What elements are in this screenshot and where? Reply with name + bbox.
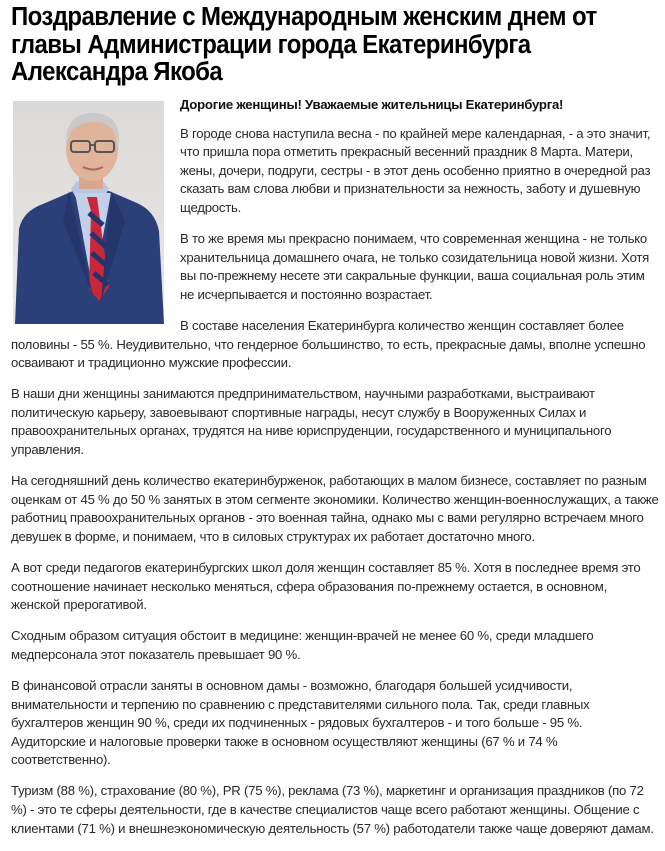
article-body bbox=[11, 96, 659, 851]
paragraph: Сходным образом ситуация обстоит в медицине: женщин-врачей не менее 60 %, среди младшего медперсонала этот показатель превышает 90 %. bbox=[11, 628, 594, 662]
greeting: Дорогие женщины! Уважаемые жительницы Екатеринбурга! bbox=[180, 97, 564, 112]
article-title: Поздравление с Международным женским днем от главы Администрации города Екатеринбурга Александра Якоба bbox=[11, 3, 597, 86]
portrait-illustration bbox=[13, 101, 164, 324]
paragraph: В городе снова наступила весна - по крайней мере календарная, - а это значит, что пришла пора отметить прекрасный весенний праздник 8 Марта. Матери, жены, дочери, подруги, сестры - в этот день особенно приятно в очередной раз сказать вам слова любви и признательности за нежность, заботу и душевную щедрость. bbox=[180, 125, 651, 215]
article bbox=[11, 0, 659, 836]
paragraph: В то же время мы прекрасно понимаем, что современная женщина - не только хранительница домашнего очага, не только созидательница новой жизни. Хотя вы по-прежнему несете эти сакральные функции, ваша социальная роль этим не исчерпывается и постоянно возрастает. bbox=[180, 231, 650, 302]
paragraph: На сегодняшний день количество екатеринбурженок, работающих в малом бизнесе, составляет по разным оценкам от 45 % до 50 % занятых в этом сегменте экономики. Количество женщин-военнослужащих, а также работниц правоохранительных органов - это военная тайна, однако мы с вами регулярно встречаем много девушек в форме, и понимаем, что в силовых структурах их работает достаточно много. bbox=[11, 473, 659, 544]
paragraph: Туризм (88 %), страхование (80 %), PR (75 %), реклама (73 %), маркетинг и организация праздников (по 72 %) - это те сферы деятельности, где в качестве специалистов чаще всего работают женщины. Общение с клиентами (71 %) и внешнеэкономическую деятельность (57 %) работодатели также чаще доверяют дамам. bbox=[11, 783, 654, 836]
paragraph: А вот среди педагогов екатеринбургских школ доля женщин составляет 85 %. Хотя в последнее время это соотношение начинает несколько меняться, сфера образования по-прежнему остается, в основном, женской прерогативой. bbox=[11, 559, 641, 613]
paragraph: В наши дни женщины занимаются предпринимательством, научными разработками, выстраивают политическую карьеру, завоевывают спортивные награды, несут службу в Вооруженных Силах и правоохранительных органах, трудятся на ниве юриспруденции, государственного и муниципального управления. bbox=[11, 386, 612, 457]
paragraph: В финансовой отрасли заняты в основном дамы - возможно, благодаря большей усидчивости, внимательности и терпению по сравнению с представителями сильного пола. Так, среди главных бухгалтеров женщин 90 %, среди их подчиненных - рядовых бухгалтеров - и того больше - 95 %. Аудиторские и налоговые проверки также в основном осуществляют женщины (67 % и 74 % соответственно). bbox=[11, 677, 590, 768]
paragraph: В составе населения Екатеринбурга количество женщин составляет более половины - 55 %. Неудивительно, что гендерное большинство, то есть, прекрасные дамы, вполне успешно осваивают и традиционно мужские профессии. bbox=[11, 317, 646, 371]
portrait-photo bbox=[13, 101, 164, 324]
